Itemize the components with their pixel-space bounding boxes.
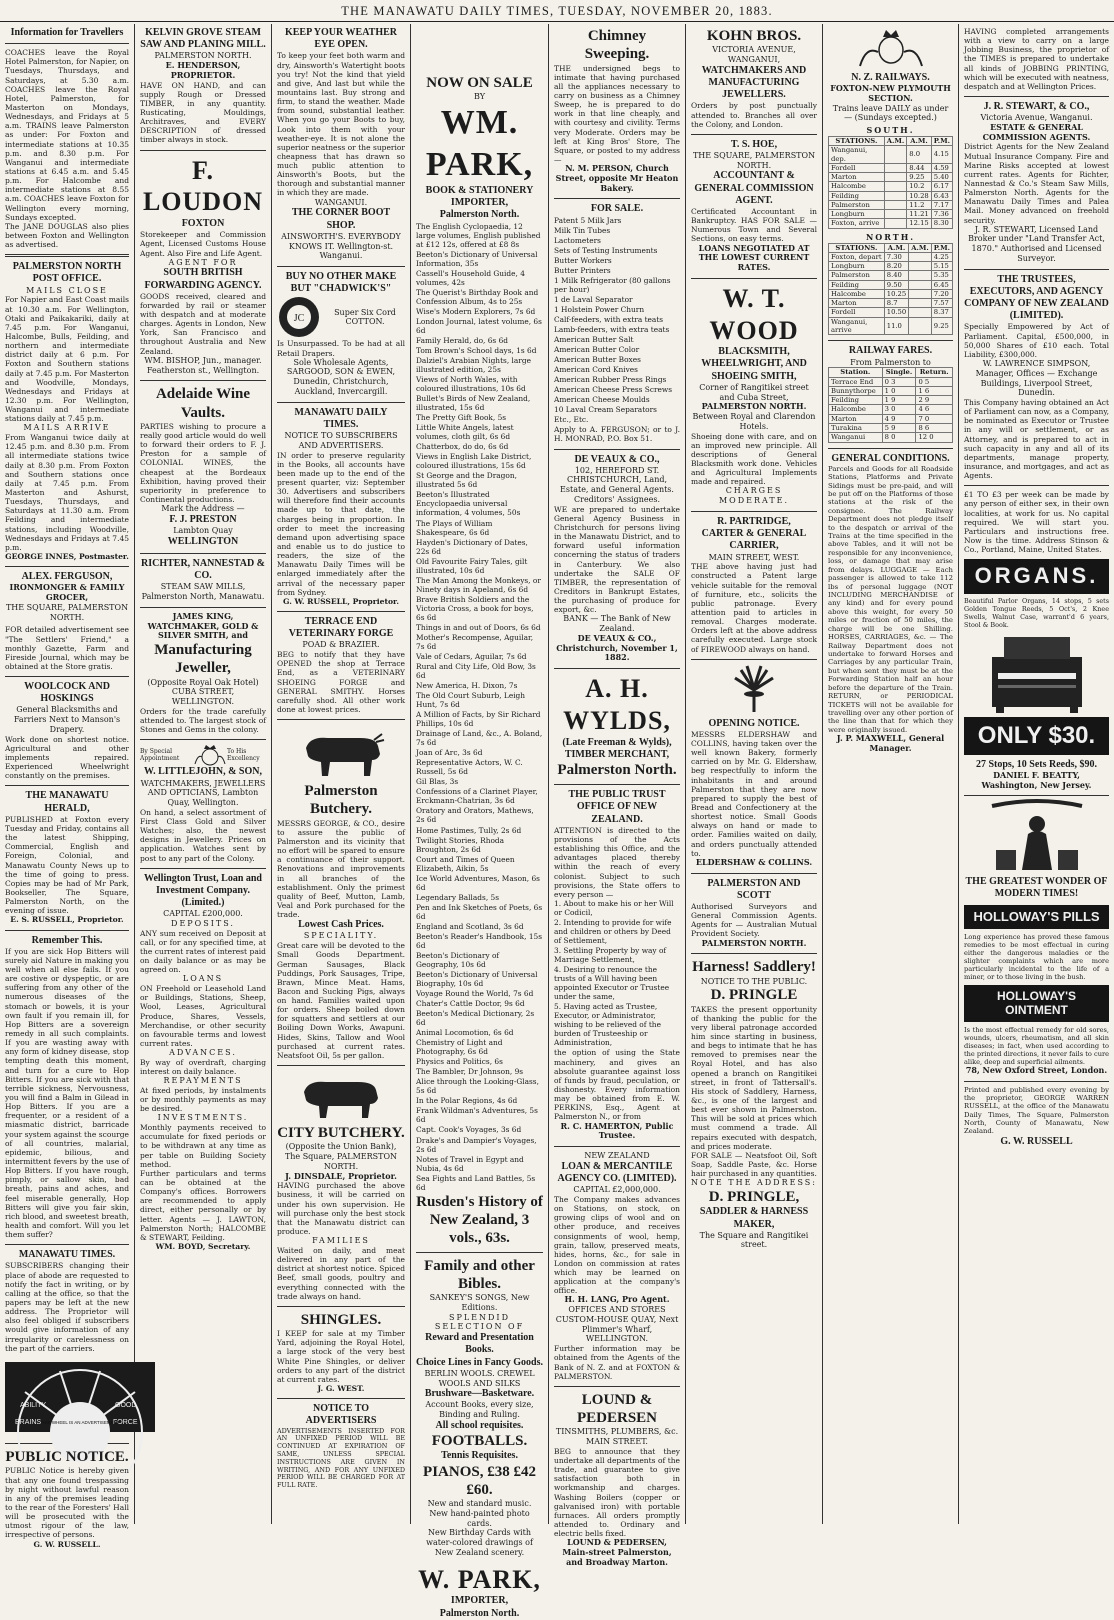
table-cell: 7.17 <box>931 200 952 209</box>
table-cell: 5.35 <box>931 271 952 280</box>
book-list-item: Tom Brown's School days, 1s 6d <box>416 345 537 355</box>
table-cell: Terrace End <box>829 377 883 386</box>
eldershaw-ad: OPENING NOTICE. MESSRS ELDERSHAW and COLLINS, having taken over the well known Bakery, formerly carried on by Mr. G. Eldershaw, beg respectfully to inform the inhabitants in and around Palmerston that they are now prepared to supply the best of Bread and Confectionery at the shortest notice. Small Goods always on hand or made to order. Families waited on daily, and orders punctually attended to. ELDERSHAW & COLLINS. <box>691 664 817 868</box>
table-cell: 6.45 <box>931 280 952 289</box>
table-cell: 1 0 <box>882 386 916 395</box>
table-cell: 4 9 <box>882 414 916 423</box>
terrace-forge-ad: TERRACE END VETERINARY FORGE POAD & BRAZIER. BEG to notify that they have OPENED the shop at Terrace End, as a VETERINARY SHOEING FORGE and GENERAL SMITHY. Horses carefully shod. All other work done at lowest prices. <box>277 616 405 714</box>
holloway-figure-icon <box>982 800 1092 872</box>
book-list-item: Old Favourite Fairy Tales, gilt illustrated, 10s 6d <box>416 556 528 575</box>
table-cell <box>909 252 932 261</box>
table-cell: 4.25 <box>931 252 952 261</box>
table-cell: 6.17 <box>931 182 952 191</box>
table-cell <box>884 210 907 219</box>
travellers-title: Information for Travellers <box>10 27 124 38</box>
adelaide-wine-ad: Adelaide Wine Vaults. PARTIES wishing to procure a really good article would do well to forward their orders to F. J. Preston for a sample of COLONIAL WINES, the cheapest at the Bordeaux Exhibition, having proved their superiority in preference to Continental productions. Mark the Address — F. J. PRESTON Lambton Quay WELLINGTON <box>140 386 266 547</box>
table-cell <box>909 317 932 335</box>
table-cell: 5.15 <box>931 262 952 271</box>
book-list-item: Joan of Arc, 3s 6d <box>416 748 483 758</box>
table-cell: 3 0 <box>882 405 916 414</box>
book-list-item: Mother's Recompense, Aguilar, 7s 6d <box>416 632 534 651</box>
book-list-item: Family Herald, do, 6s 6d <box>416 335 508 345</box>
book-list-item: Legendary Ballads, 5s <box>416 892 500 902</box>
table-cell: 7.30 <box>884 252 908 261</box>
table-cell: 1 9 <box>882 396 916 405</box>
column-2 <box>135 24 271 1524</box>
book-list-item: Physics and Politics, 6s <box>416 1057 503 1067</box>
book-list-item: Chater's Cattle Doctor, 9s 6d <box>416 999 525 1009</box>
table-cell: 6.43 <box>931 191 952 200</box>
table-cell: 10.2 <box>907 182 931 191</box>
table-cell: 7 0 <box>916 414 953 423</box>
book-list-item: Court and Times of Queen Elizabeth, Aikin, 5s <box>416 854 515 873</box>
table-cell <box>909 308 932 317</box>
table-row <box>829 405 953 414</box>
trustees-ad: THE TRUSTEES, EXECUTORS, AND AGENCY COMPANY OF NEW ZEALAND (LIMITED). Specially Empowered by Act of Parliament. Capital, £500,000, in 50,000 Shares of £10 each. Total Liability, £300,000. W. LAWRENCE SIMPSON, Manager, Offices — Exchange Buildings, Liverpool Street, Dunedin. This Company having obtained an Act of Parliament can now, as a Company, be nominated as Executor or Trustee in any will or settlement, or as Attorney, and is prepared to act in such capacity in any and all of its departments, manage property, insurance, and mortgages, and act as Agents. <box>964 273 1109 481</box>
kelvin-grove-ad: KELVIN GROVE STEAM SAW AND PLANING MILL. PALMERSTON NORTH. E. HENDERSON, PROPRIETOR. HAVE ON HAND, and can supply Rough or Dressed TIMBER, in any quantity. Rusticating, Mouldings, Architraves, and EVERY DESCRIPTION of dressed timber always in stock. <box>140 27 266 145</box>
book-list-item: The Pretty Gift Book, 5s <box>416 413 507 423</box>
book-list-item: Confessions of a Clarinet Player, Erckmann-Chatrian, 3s 6d <box>416 787 538 806</box>
book-list-item: A Million of Facts, by Sir Richard Phillips, 10s 6d <box>416 710 541 729</box>
table-cell: Feilding <box>829 280 885 289</box>
table-cell: Halcombe <box>829 405 883 414</box>
book-list-item: England and Scotland, 3s 6d <box>416 921 524 931</box>
wellington-trust-ad: Wellington Trust, Loan and Investment Company. (Limited.) CAPITAL £200,000. DEPOSITS. ANY sum received on Deposit at call, or for any specified time, at the current rates of interest paid on daily balance or as may be agreed on. LOANS ON Freehold or Leasehold Land or Buildings, Stations, Sheep, Wool, Leases, Agricultural Produce, Shares, Vessels, Merchandise, or other security on favourable terms and lowest current rates. ADVANCES. By way of overdraft, charging interest on daily balance. REPAYMENTS At fixed periods, by instalments or by monthly payments as may be desired. INVESTMENTS. Monthly payments received to accumulate for fixed periods or to be withdrawn at any time as per table on Building Society method. Further particulars and terms can be obtained at the Company's offices. Borrowers are recommended to apply direct, either personally or by letter. Agents — J. LAWTON, Palmerston North; HALCOMBE & STEWART, Feilding. WM. BOYD, Secretary. <box>140 872 266 1251</box>
table-cell: 5.40 <box>931 173 952 182</box>
littlejohn-ad: By Special Appointment To His Excellency W. LITTLEJOHN, & SON, WATCHMAKERS, JEWELLERS AND OPTICIANS, Lambton Quay, Wellington. On hand, a select assortment of First Class Gold and Silver Watches; also, the newest designs in Jewellery. Prices on application. Watches sent by post to any part of the Colony. <box>140 744 266 862</box>
book-list-item: Beeton's Medical Dictionary, 2s 6d <box>416 1009 535 1028</box>
book-list-item: Things in and out of Doors, 6s 6d <box>416 622 541 632</box>
table-cell: Wanganui <box>829 433 883 442</box>
book-list-item: Views of North Wales, with coloured illustrations, 10s 6d <box>416 375 526 394</box>
woolcock-ad: WOOLCOCK AND HOSKINGS General Blacksmiths and Farriers Next to Manson's Drapery. Work done on shortest notice. Agricultural and other implements repaired. Experienced Wheelwright constantly on the premises. <box>5 681 129 781</box>
for-sale-item: American Cheese Moulds <box>554 395 650 405</box>
for-sale-list <box>554 216 680 425</box>
book-list-item: Drainage of Land, &c., A. Boland, 7s 6d <box>416 729 543 748</box>
wylds-ad: A. H. WYLDS, (Late Freeman & Wylds), TIMBER MERCHANT, Palmerston North. <box>557 674 677 778</box>
table-row <box>829 433 953 442</box>
book-list-item: Animal Locomotion, 6s 6d <box>416 1028 514 1038</box>
chimney-ad: Chimney Sweeping. THE undersigned begs to intimate that having purchased all the appliances necessary to carry on business as a Chimney Sweep, he is prepared to do work in that line cheaply, and with courtesy and civility. Terms very Moderate. Orders may be left at King Bros' Store, The Square, or posted to my address — N. M. PERSON, Church Street, opposite Mr Heaton Bakery. <box>554 28 680 193</box>
loan-mercantile-ad: NEW ZEALAND LOAN & MERCANTILE AGENCY CO. (LIMITED). CAPITAL £2,000,000. The Company makes advances on Stations, on stock, on growing clips of wool and on other produce, and receives consignments of wool, hemp, grain, tallow, preserved meats, hides, horns, &c., for sale in London on commission at rates which may be learned on application at the company's office. H. H. LANG, Pro Agent. OFFICES AND STORES CUSTOM-HOUSE QUAY, Next Plimmer's Wharf, WELLINGTON. Further information may be obtained from the Agents of the Bank of N. Z. and at FOXTON & PALMERSTON. <box>554 1151 680 1381</box>
table-cell: 9.50 <box>884 280 908 289</box>
imprint: Printed and published every evening by the proprietor, GEORGE WARREN RUSSELL, at the office of the Manawatu Daily Times, The Square, Palmerston North, County of Manawatu, New Zealand. G. W. RUSSELL <box>964 1085 1109 1147</box>
table-row <box>829 308 953 317</box>
trust-list-item: 1. About to make his or her Will or Codicil, <box>554 898 674 917</box>
book-list-item: Dalziel's Arabian Nights, large illustrated edition, 25s <box>416 355 531 375</box>
table-row <box>829 386 953 395</box>
book-list-item: Views in English Lake District, coloured illustrations, 15s 6d <box>416 452 532 471</box>
column-7 <box>823 24 958 1524</box>
fares-table: Station. Single. Return. Terrace End 0 3 0 5 Bunnythorpe 1 0 1 6 Feilding 1 9 2 9 Halcombe 3 0 4 6 Marton 4 9 7 0 Turakina 5 9 8 6 Wanganui 8 0 12 0 <box>828 367 953 442</box>
for-sale-item: American Butter Boxes <box>554 355 641 365</box>
svg-text:JC: JC <box>293 313 305 325</box>
jobbing-ad: HAVING completed arrangements with a view to carry on a large Jobbing Business, the proprietor of the TIMES is prepared to undertake all kinds of JOBBING PRINTING, which will be executed with neatness, despatch and at Wellington Prices. <box>964 27 1109 91</box>
table-cell: Turakina <box>829 423 883 432</box>
book-list-item: Beeton's Dictionary of Universal Biography, 10s 6d <box>416 969 538 989</box>
south-timetable: STATIONS. A.M. A.M. P.M. Wanganui, dep. 8.0 4.15 Fordell 8.44 4.59 Marton 9.25 5.40 Halcombe 10.2 6.17 Feilding 10.28 6.43 Palmerston 11.2 7.17 Longburn 11.21 7.36 Foxton, arrive 12.15 8.30 <box>828 136 953 229</box>
table-cell: Bunnythorpe <box>829 386 883 395</box>
column-3 <box>272 24 410 1524</box>
table-cell: Palmerston <box>829 271 885 280</box>
trust-list-item: 4. Desiring to renounce the trusts of a Will having been appointed Executor or Trustee under the same, <box>554 965 670 1002</box>
book-list-item: Hayden's Dictionary of Dates, 22s 6d <box>416 537 528 556</box>
table-cell: 4.15 <box>931 146 952 164</box>
book-list-item: Gil Blas, 3s <box>416 777 459 787</box>
king-ad: JAMES KING, WATCHMAKER, GOLD & SILVER SMITH, and Manufacturing Jeweller, (Opposite Royal Oak Hotel) CUBA STREET, WELLINGTON. Orders for the trade carefully attended to. The largest stock of Stones and Gems in the colony. <box>140 610 266 735</box>
organ-icon <box>982 633 1092 713</box>
table-cell: 8.37 <box>931 308 952 317</box>
table-cell: Fordell <box>829 308 885 317</box>
for-sale-item: Patent 5 Milk Jars <box>554 215 622 225</box>
table-cell: Marton <box>829 173 885 182</box>
for-sale-item: Butter Printers <box>554 265 611 275</box>
book-list-item: Oratory and Orators, Mathews, 2s 6d <box>416 806 534 825</box>
for-sale-item: 1 Holstein Power Churn <box>554 304 645 314</box>
table-cell: 0 3 <box>882 377 916 386</box>
table-row <box>829 163 953 172</box>
table-row <box>829 423 953 432</box>
book-list-item: Alice through the Looking-Glass, 5s 6d <box>416 1077 539 1096</box>
trust-list-item: 5. Having acted as Trustee, Executor, or Administrator, wishing to be relieved of the burden of Trusteeship or Administration, <box>554 1002 661 1048</box>
book-list-item: Capt. Cook's Voyages, 3s 6d <box>416 1125 522 1135</box>
for-sale-item: Sets of Testing Instruments <box>554 245 658 255</box>
travellers-info: Information for Travellers COACHES leave the Royal Hotel Palmerston, for Napier, on Tuesdays, Thursdays, and Saturdays, at 5.30 a.m. COACHES leave the Royal Hotel, Palmerston, for Masterton on Mondays, Wednesdays, and Fridays at 5 a.m. TRAINS leave Palmerston as under: For Foxton and intermediate stations at 10.35 p.m. and 8.30 p.m. For Wanganui and intermediate stations at 6.45 a.m. and 5.45 p.m. For Halcombe and intermediate stations at 8.55 a.m. COACHES leave Foxton for Wellington every morning, Sundays excepted. The JANE DOUGLAS also plies between Foxton and Wellington as advertised. <box>5 27 129 250</box>
earnings-ad: £1 TO £3 per week can be made by any person of either sex, in their own localities, at work for us. No capital required. We will start you. Particulars and instructions free. Now is the time. Address Stinson & Co., Portland, Maine, United States. <box>964 490 1109 555</box>
table-cell: Halcombe <box>829 289 885 298</box>
table-row <box>829 182 953 191</box>
for-sale-item: Calf-feeders, with extra teats <box>554 314 664 324</box>
book-list-item: Beeton's Dictionary of Universal Information, 35s <box>416 249 538 268</box>
times-notice: MANAWATU TIMES. SUBSCRIBERS changing their place of abode are requested to notify the fact in writing, or by calling at the office, so that the papers may be left at the new address. The Proprietor will also feel obliged if subscribers would give information of any irregularity or carelessness on the part of the carriers. <box>5 1249 129 1353</box>
wheel-illustration <box>5 1358 138 1438</box>
table-cell <box>909 289 932 298</box>
book-list-item: St George and the Dragon, illustrated 5s 6d <box>416 471 517 490</box>
table-cell: 8 6 <box>916 423 953 432</box>
book-list-item: London Journal, latest volume, 6s 6d <box>416 316 542 335</box>
shingles-ad: SHINGLES. I KEEP for sale at my Timber Yard, adjoining the Royal Hotel, a large stock of the very best White Pine Shingles, or deliver orders to any part of the district at current rates. J. G. WEST. <box>277 1311 405 1393</box>
public-trust-ad: THE PUBLIC TRUST OFFICE OF NEW ZEALAND. ATTENTION is directed to the provisions of the Acts establishing this Office, and the advantages placed thereby within the reach of every colonist. Subject to such provisions, the State offers to every person — 1. About to make his or her Will or Codicil, 2. Intending to provide for wife and children or others by Deed of Settlement, 3. Settling Property by way of Marriage Settlement, 4. Desiring to renounce the trusts of a Will having been appointed Executor or Trustee under the same, 5. Having acted as Trustee, Executor, or Administrator, wishing to be relieved of the burden of Trusteeship or Administration, the option of using the State machinery, and gives an absolute guarantee against loss of funds by fraud, peculation, or dishonesty. Every information may be obtained from E. W. PERKINS, Esq., Agent at Palmerston N., or from R. C. HAMERTON, Public Trustee. <box>554 789 680 1141</box>
trust-list-item: 2. Intending to provide for wife and children or others by Deed of Settlement, <box>554 918 672 946</box>
table-row <box>829 210 953 219</box>
wheel-word: BRAINS <box>15 1418 42 1426</box>
wheel-word: GOOD <box>115 1401 137 1409</box>
loudon-ad: F. LOUDON FOXTON Storekeeper and Commission Agent, Licensed Customs House Agent. Also Fire and Life Agent. AGENT FOR SOUTH BRITISH FORWARDING AGENCY. GOODS received, cleared and forwarded by rail or steamer with despatch and at moderate charges. Agents in London, New York, San Francisco and throughout Australia and New Zealand. WM. BISHOP, Jun., manager. Featherston st., Wellington. <box>140 155 266 375</box>
table-cell: Wanganui, arrive <box>829 317 885 335</box>
book-list-item: New America, H. Dixon, 7s <box>416 681 518 691</box>
herald-ad: THE MANAWATU HERALD, PUBLISHED at Foxton every Tuesday and Friday, contains all the latest Shipping, Commercial, English and Foreign, Colonial, and Manawatu County News up to the time of going to press. Copies may be had of Mr Park, Bookseller, The Square, Palmerston North, on the evening of issue. E. S. RUSSELL, Proprietor. <box>5 790 129 925</box>
table-cell: 10.50 <box>884 308 908 317</box>
hoe-ad: T. S. HOE, THE SQUARE, PALMERSTON NORTH. ACCOUNTANT & GENERAL COMMISSION AGENT. Certificated Accountant in Bankruptcy. HAS FOR SALE — Numerous Town and Several Sections, on easy terms. LOANS NEGOTIATED AT THE LOWEST CURRENT RATES. <box>691 138 817 273</box>
table-cell <box>884 191 907 200</box>
book-list-item: The Old Court Suburb, Leigh Hunt, 7s 6d <box>416 691 526 710</box>
book-list-item: Vale of Cedars, Aguilar, 7s 6d <box>416 651 527 661</box>
bull-icon <box>296 724 386 778</box>
bull-icon <box>296 1070 386 1120</box>
book-list-item: Home Pastimes, Tully, 2s 6d <box>416 825 522 835</box>
table-cell: 8 0 <box>882 433 916 442</box>
table-cell <box>909 299 932 308</box>
for-sale-item: American Butter Salt <box>554 334 634 344</box>
table-row <box>829 252 953 261</box>
palmerston-scott-ad: PALMERSTON AND SCOTT Authorised Surveyors and General Commission Agents. Agents for — Australian Mutual Provident Society. PALMERSTON NORTH. <box>691 877 817 948</box>
book-list-item: Drake's and Dampier's Voyages, 2s 6d <box>416 1135 537 1154</box>
north-timetable: STATIONS. A.M. A.M. P.M. Foxton, depart 7.30 4.25 Longburn 8.20 5.15 Palmerston 8.40 5.35 Feilding 9.50 6.45 Halcombe 10.25 7.20 Marton 8.7 7.57 Fordell 10.50 8.37 Wanganui, arrive 11.0 9.25 <box>828 243 953 336</box>
table-cell <box>909 280 932 289</box>
wheel-word: ABILITY <box>20 1401 47 1409</box>
table-cell: 7.57 <box>931 299 952 308</box>
book-list-item: In the Polar Regions, 4s 6d <box>416 1096 518 1106</box>
lound-pedersen-ad: LOUND & PEDERSEN TINSMITHS, PLUMBERS, &c. MAIN STREET. BEG to announce that they undertake all departments of the trade, and guarantee to give satisfaction both in workmanship and charges. Washing Boilers (copper or galvanised iron) with portable furnaces. All orders promptly attended to. Ordinary and electric bells fixed. LOUND & PEDERSEN, Main-street Palmerston, and Broadway Marton. <box>554 1391 680 1567</box>
table-row <box>829 414 953 423</box>
book-list-item: Pen and Ink Sketches of Poets, 6s 6d <box>416 902 543 921</box>
book-list-item: Beeton's Dictionary of Geography, 10s 6d <box>416 950 500 969</box>
for-sale-item: Lamb-feeders, with extra teats <box>554 324 670 334</box>
table-cell: 8.7 <box>884 299 908 308</box>
table-row <box>829 317 953 335</box>
mdt-notice: MANAWATU DAILY TIMES. NOTICE TO SUBSCRIBERS AND ADVERTISERS. IN order to preserve regularity in the Books, all accounts have been made up to the end of the present quarter, viz: September 30. Advertisers and subscribers will therefore find their accounts made up to that date, the charges being in proportion. In order to meet the increasing demand upon advertising space and enable us to do justice to readers, the size of the Manawatu Daily Times will be enlarged immediately after the arrival of the necessary paper from Sydney. G. W. RUSSELL, Proprietor. <box>277 406 405 606</box>
for-sale-item: 1 de Laval Separator <box>554 294 633 304</box>
newspaper-page <box>0 24 1114 1619</box>
table-cell: 11.21 <box>907 210 931 219</box>
for-sale-ad: FOR SALE. Patent 5 Milk Jars Milk Tin Tubes Lactometers Sets of Testing Instruments Butter Workers Butter Printers 1 Milk Refrigerator (80 gallons per hour) 1 de Laval Separator 1 Holstein Power Churn Calf-feeders, with extra teats Lamb-feeders, with extra teats American Butter Salt American Butter Color American Butter Boxes American Cord Knives American Rubber Press Rings American Cheese Press Screws American Cheese Moulds 10 Laval Cream Separators Etc., Etc. Apply to A. FERGUSON; or to J. H. MONRAD, P.O. Box 51. <box>554 203 680 444</box>
for-sale-item: 1 Milk Refrigerator (80 gallons per hour) <box>554 275 671 294</box>
table-cell <box>884 173 907 182</box>
cotton-reel-icon <box>277 295 321 339</box>
ferguson-ad: ALEX. FERGUSON, IRONMONGER & FAMILY GROCER, THE SQUARE, PALMERSTON NORTH. FOR detailed advertisement see "The Settlers' Friend," a monthly Gazette, Farm and Fireside Journal, which may be obtained at the Store gratis. <box>5 571 129 671</box>
table-cell <box>884 219 907 228</box>
table-cell: 9.25 <box>931 317 952 335</box>
book-list-item: Notes of Travel in Egypt and Nubia, 4s 6d <box>416 1154 524 1173</box>
table-cell: 8.40 <box>884 271 908 280</box>
table-cell: 9.25 <box>907 173 931 182</box>
table-row <box>829 146 953 164</box>
table-cell: Feilding <box>829 191 885 200</box>
table-cell: Marton <box>829 414 883 423</box>
trust-list <box>554 899 680 1048</box>
table-cell: Longburn <box>829 262 885 271</box>
table-cell: Foxton, depart <box>829 252 885 261</box>
book-list-item: Chatterbox, do do, 6s 6d <box>416 442 509 452</box>
table-cell: 8.30 <box>931 219 952 228</box>
table-cell: 8.44 <box>907 163 931 172</box>
for-sale-item: American Rubber Press Rings <box>554 375 667 385</box>
table-row <box>829 262 953 271</box>
table-cell <box>884 200 907 209</box>
table-cell: 4.59 <box>931 163 952 172</box>
railway-fares: RAILWAY FARES. From Palmerston to Station. Single. Return. Terrace End 0 3 0 5 Bunnythorpe 1 0 1 6 Feilding 1 9 2 9 Halcombe 3 0 4 6 Marton 4 9 7 0 Turakina 5 9 8 6 Wanganui 8 0 12 0 <box>828 345 953 442</box>
table-row <box>829 299 953 308</box>
book-list-item: Beeton's Reader's Handbook, 15s 6d <box>416 931 543 950</box>
city-butchery-ad: CITY BUTCHERY. (Opposite the Union Bank), The Square, PALMERSTON NORTH. J. DINSDALE, Proprietor. HAVING purchased the above business, it will be carried on under his own supervision. He will purchase only the best stock that the Manawatu district can produce. FAMILIES Waited on daily, and meat delivered in any part of the district at shortest notice. Spiced Beef, small goods, poultry and everything connected with the trade always on hand. <box>277 1070 405 1301</box>
table-cell: Longburn <box>829 210 885 219</box>
masthead <box>0 0 1114 22</box>
table-row <box>829 173 953 182</box>
table-cell: Feilding <box>829 396 883 405</box>
book-list-item: Cassell's Household Guide, 4 volumes, 42s <box>416 268 525 287</box>
book-list-item: Bullet's Birds of New Zealand, illustrated, 15s 6d <box>416 394 531 413</box>
table-cell: 11.2 <box>907 200 931 209</box>
table-cell: 8.0 <box>907 146 931 164</box>
for-sale-item: Lactometers <box>554 235 601 245</box>
wood-ad: W. T. WOOD BLACKSMITH, WHEELWRIGHT, AND SHOEING SMITH, Corner of Rangitikei street and Cuba Street, PALMERSTON NORTH. Between Royal and Clarendon Hotels. Shoeing done with care, and on an improved new principle. All descriptions of General Blacksmith work done. Vehicles and Agricultural Implements made and repaired. CHARGES MODERATE. <box>691 283 817 506</box>
for-sale-item: American Cord Knives <box>554 365 638 375</box>
hop-bitters-ad: Remember This. If you are sick Hop Bitters will surely aid Nature in making you well when all else fails. If you are costive or dyspeptic, or are suffering from any other of the numerous diseases of the stomach or bowels, it is your own fault if you remain ill, for Hop Bitters are a sovereign remedy in all such complaints. If you are wasting away with any form of kidney disease, stop tempting death this moment, and turn for a cure to Hop Bitters. If you are sick with that terrible sickness, Nervousness, you will find a Balm in Gilead in Hop Bitters. If you are a frequenter, or a resident of a miasmatic district, barricade your system against the scourge of all countries, malarial, epidemic, bilious, and intermittent fevers by the use of Hop Bitters. If you have rough, pimply, or sallow skin, bad breath, pains and aches, and feel miserable generally, Hop Bitters will give you fair skin, rich blood, and sweetest breath, health and comfort. Will you let them suffer? <box>5 934 129 1240</box>
book-list-item: Ice World Adventures, Mason, 6s 6d <box>416 873 540 892</box>
table-cell: Marton <box>829 299 885 308</box>
stewart-ad: J. R. STEWART, & CO., Victoria Avenue, Wanganui. ESTATE & GENERAL COMMISSION AGENTS. District Agents for the New Zealand Mutual Insurance Company. Fire and Marine Risks accepted at lowest current rates. Agents for Richter, Nannestad & Co.'s Steam Saw Mills, Palmerston North. Agents for the Manawatu Daily Times and Palea Mail. Money advanced on freehold security. J. R. STEWART, Licensed Land Broker under "Land Transfer Act, 1870." Authorised and Licensed Surveyor. <box>964 100 1109 263</box>
table-cell: 0 5 <box>916 377 953 386</box>
book-list-item: The Bambler, Dr Johnson, 9s <box>416 1067 524 1077</box>
book-list-item: Brave British Soldiers and the Victoria Cross, a book for boys, 6s 6d <box>416 594 534 622</box>
organs-ad: ORGANS. Beautiful Parlor Organs, 14 stops, 5 sets Golden Tongue Reeds, 5 Oct's, 2 Knee Swells, Walnut Case, warrant'd 6 years, Stool & Book. ONLY $30. 27 Stops, 10 Sets Reeds, $90. DANIEL F. BEATTY, Washington, New Jersey. <box>964 559 1109 790</box>
wm-park-ad: NOW ON SALE BY WM. PARK, BOOK & STATIONERY IMPORTER, Palmerston North. The English Cyclopaedia, 12 large volumes, English published at £12 12s, offered at £8 8s Beeton's Dictionary of Universal Information, 35s Cassell's Household Guide, 4 volumes, 42s The Querist's Birthday Book and Confession Album, 4s to 25s Wise's Modern Explorers, 7s 6d London Journal, latest volume, 6s 6d Family Herald, do, 6s 6d Tom Brown's School days, 1s 6d Dalziel's Arabian Nights, large illustrated edition, 25s Views of North Wales, with coloured illustrations, 10s 6d Bullet's Birds of New Zealand, illustrated, 15s 6d The Pretty Gift Book, 5s Little White Angels, latest volumes, cloth gilt, 6s 6d Chatterbox, do do, 6s 6d Views in English Lake District, coloured illustrations, 15s 6d St George and the Dragon, illustrated 5s 6d Beeton's Illustrated Encyclopaedia universal information, 4 volumes, 50s The Plays of William Shakespeare, 6s 6d Hayden's Dictionary of Dates, 22s 6d Old Favourite Fairy Tales, gilt illustrated, 10s 6d The Man Among the Monkeys, or Ninety days in Apeland, 6s 6d Brave British Soldiers and the Victoria Cross, a book for boys, 6s 6d Things in and out of Doors, 6s 6d Mother's Recompense, Aguilar, 7s 6d Vale of Cedars, Aguilar, 7s 6d Rural and City Life, Old Bow, 3s 6d New America, H. Dixon, 7s The Old Court Suburb, Leigh Hunt, 7s 6d A Million of Facts, by Sir Richard Phillips, 10s 6d Drainage of Land, &c., A. Boland, 7s 6d Joan of Arc, 3s 6d Representative Actors, W. C. Russell, 5s 6d Gil Blas, 3s Confessions of a Clarinet Player, Erckmann-Chatrian, 3s 6d Oratory and Orators, Mathews, 2s 6d Home Pastimes, Tully, 2s 6d Twilight Stories, Rhoda Broughton, 2s 6d Court and Times of Queen Elizabeth, Aikin, 5s Ice World Adventures, Mason, 6s 6d Legendary Ballads, 5s Pen and Ink Sketches of Poets, 6s 6d England and Scotland, 3s 6d Beeton's Reader's Handbook, 15s 6d Beeton's Dictionary of Geography, 10s 6d Beeton's Dictionary of Universal Biography, 10s 6d Voyage Round the World, 7s 6d Chater's Cattle Doctor, 9s 6d Beeton's Medical Dictionary, 2s 6d Animal Locomotion, 6s 6d Chemistry of Light and Photography, 6s 6d Physics and Politics, 6s The Bambler, Dr Johnson, 9s Alice through the Looking-Glass, 5s 6d In the Polar Regions, 4s 6d Frank Wildman's Adventures, 5s 6d Capt. Cook's Voyages, 3s 6d Drake's and Dampier's Voyages, 2s 6d Notes of Travel in Egypt and Nubia, 4s 6d Sea Fights and Land Battles, 5s 6d Rusden's History of New Zealand, 3 vols., 63s. Family and other Bibles. SANKEY'S SONGS, New Editions. SPLENDID SELECTION OF Reward and Presentation Books. Choice Lines in Fancy Goods. BERLIN WOOLS. CREWEL WOOLS AND SILKS Brushware—Basketware. Account Books, every size, Binding and Ruling. All school requisites. FOOTBALLS. Tennis Requisites. PIANOS, £38 £42 £60. New and standard music. New hand-painted photo cards. New Birthday Cards with water-colored drawings of New Zealand scenery. W. PARK, IMPORTER, Palmerston North. <box>416 75 543 1619</box>
table-cell: 12.15 <box>907 219 931 228</box>
table-cell: Palmerston <box>829 200 885 209</box>
de-veaux-ad: DE VEAUX & CO., 102, HEREFORD ST. CHRISTCHURCH, Land, Estate, and General Agents. Creditors' Assignees. WE are prepared to undertake General Agency Business in Christchurch for persons living in the Manawatu District, and to forward useful information concerning the status of traders in Canterbury. We also undertake the SALE OF TIMBER, the representation of Creditors in Bankrupt Estates, the purchasing of produce for export, &c. BANK — The Bank of New Zealand. DE VEAUX & CO., Christchurch, November 1, 1882. <box>554 453 680 663</box>
book-list-item: Wise's Modern Explorers, 7s 6d <box>416 306 536 316</box>
table-cell: 10.25 <box>884 289 908 298</box>
table-row <box>829 219 953 228</box>
table-cell: 5 9 <box>882 423 916 432</box>
table-row <box>829 191 953 200</box>
table-row <box>829 377 953 386</box>
table-cell: 7.20 <box>931 289 952 298</box>
table-cell: Fordell <box>829 163 885 172</box>
table-cell: 2 9 <box>916 396 953 405</box>
table-cell: 12 0 <box>916 433 953 442</box>
kohn-ad: KOHN BROS. VICTORIA AVENUE, WANGANUI, WATCHMAKERS AND MANUFACTURING JEWELLERS. Orders by post punctually attended to. Branches all over the Colony, and London. <box>691 28 817 129</box>
table-row <box>829 271 953 280</box>
table-cell <box>884 146 907 164</box>
book-list-item: Little White Angels, latest volumes, cloth gilt, 6s 6d <box>416 423 514 442</box>
richter-ad: RICHTER, NANNESTAD & CO. STEAM SAW MILLS, Palmerston North, Manawatu. <box>141 558 265 602</box>
book-list-item: Representative Actors, W. C. Russell, 5s 6d <box>416 758 523 777</box>
table-cell: 7.36 <box>931 210 952 219</box>
public-notice: PUBLIC NOTICE. PUBLIC Notice is hereby given that any one found trespassing by night without lawful reason in any of the premises leading to the rear of the Foresters' Hall will be prosecuted with the utmost rigour of the law, irrespective of persons. G. W. RUSSELL. <box>5 1449 129 1549</box>
wheatsheaf-icon <box>719 664 789 714</box>
book-list-item: Beeton's Illustrated Encyclopaedia universal information, 4 volumes, 50s <box>416 490 521 518</box>
for-sale-item: Milk Tin Tubes <box>554 225 611 235</box>
masthead-title: THE MANAWATU DAILY TIMES, TUESDAY, NOVEMBER 20, 1883. <box>341 4 773 18</box>
for-sale-item: Etc., Etc. <box>554 415 589 425</box>
trust-list-item: 3. Settling Property by way of Marriage Settlement, <box>554 946 667 965</box>
book-list-item: Rural and City Life, Old Bow, 3s 6d <box>416 661 536 681</box>
table-cell: 10.28 <box>907 191 931 200</box>
book-list-item: The English Cyclopaedia, 12 large volumes, English published at £12 12s, offered at £8 8s <box>416 221 541 249</box>
table-cell: 11.0 <box>884 317 908 335</box>
holloway-ad: THE GREATEST WONDER OF MODERN TIMES! HOLLOWAY'S PILLS Long experience has proved these famous remedies to be most effectual in curing either the dangerous maladies or the slighter complaints which are more particularly incidental to the life of a miner, or to those living in the bush. HOLLOWAY'S OINTMENT Is the most effectual remedy for old sores, wounds, ulcers, rheumatism, and all skin diseases; in fact, when used according to the printed directions, it never fails to cure alike, deep and superficial ailments. 78, New Oxford Street, London. <box>964 800 1109 1076</box>
palmerston-butchery-ad: Palmerston Butchery. MESSRS GEORGE, & CO., desire to assure the public of Palmerston and its vicinity that no effort will be spared to ensure a continuance of their support. Renovations and improvements in all branches of the establishment. Only the primest quality of Beef, Mutton, Lamb, Veal and Pork purchased for the trade. Lowest Cash Prices. SPECIALITY. Great care will be devoted to the Small Goods Department. German Sausages, Black Puddings, Pork Sausages, Tripe, Brawn, Mince Meat. Hams, Bacon and Sucking Pigs, always on hand. Families waited upon for orders. Sheep boiled down for squatters and settlers at our Boiling Down Works, Awapuni. Hides, Skins, Tallow and Wool purchased at current rates. Neatsfoot Oil, 5s per gallon. <box>277 724 405 1060</box>
wheel-word: FORCE <box>113 1418 138 1426</box>
book-list <box>416 222 543 1192</box>
table-cell: 1 6 <box>916 386 953 395</box>
for-sale-item: American Cheese Press Screws <box>554 385 672 395</box>
book-list-item: Voyage Round the World, 7s 6d <box>416 989 534 999</box>
book-list-item: Twilight Stories, Rhoda Broughton, 2s 6d <box>416 835 505 854</box>
column-4 <box>411 24 548 1619</box>
post-office: PALMERSTON NORTH POST OFFICE. MAILS CLOSE For Napier and East Coast mails at 10.30 a.m. For Wellington, Otaki and Paikakariki, daily at 7.45 p.m. For Wanganui, Halcombe, Bulls, Feilding, and northern and intermediate district daily at 6 p.m. For Foxton and Southern stations daily at 7.45 p.m. For Masterton and Woodville, Mondays, Wednesdays and Fridays at 12.30 p.m. For Wellington, Wanganui and intermediate stations daily at 7.45 p.m. MAILS ARRIVE From Wanganui twice daily at 12.45 p.m. and 8.30 p.m. From all intermediate stations twice daily at 8.30 p.m. From Foxton and Southern stations once daily at 7.45 p.m. From Masterton and Ashurst, Tuesdays, Thursdays, and Saturdays at 11.30 a.m. From Feilding and intermediate stations, including Woodville, Wednesdays and Fridays at 7.45 p.m. GEORGE INNES, Postmaster. <box>5 261 129 561</box>
table-cell <box>884 182 907 191</box>
table-cell: Wanganui, dep. <box>829 146 885 164</box>
table-row <box>829 396 953 405</box>
partridge-ad: R. PARTRIDGE, CARTER & GENERAL CARRIER, MAIN STREET, WEST. THE above having just had constructed a Patent large vehicle suitable for the removal of furniture, etc., solicits the public patronage. Every attention paid to articles in removal. Charges moderate. Orders left at the above address carefully executed. Large stock of FIREWOOD always on hand. <box>691 515 817 654</box>
column-8 <box>959 24 1114 1524</box>
column-5 <box>549 24 685 1567</box>
for-sale-item: American Butter Color <box>554 344 640 354</box>
table-cell <box>884 163 907 172</box>
ainsworth-boots-ad: KEEP YOUR WEATHER EYE OPEN. To keep your feet both warm and dry, Ainsworth's Watertight boots you try! Not the kind that yield and give, And last but while the mountains last. Buy strong and firm, to stand the weather. Made from sound, substantial leather. When you go your Boots to buy, Look into them with your weather-eye. It is not alone the superior neatness or the superior cheapness that has drawn so much public attention to Ainsworth's Boots, but the thorough and substantial manner in which they are made. WANGANUI. THE CORNER BOOT SHOP. AINSWORTH'S. EVERYBODY KNOWS IT. Wellington-st. Wanganui. <box>277 27 405 261</box>
for-sale-item: 10 Laval Cream Separators <box>554 405 657 415</box>
book-list-item: The Man Among the Monkeys, or Ninety days in Apeland, 6s 6d <box>416 575 541 594</box>
general-conditions: GENERAL CONDITIONS. Parcels and Goods for all Roadside Stations, Platforms and Private Sidings must be pre-paid, and will be put off on the Platforms of those stations at the risk of the consignee. The Railway Department does not pledge itself to the despatch or arrival of the Trains at the time specified in the above Tables, and it will not be responsible for any inconvenience, loss, or damage that may arise from delays. LUGGAGE — Each passenger is allowed to take 112 lbs of personal luggage (NOT INCLUDING MERCHANDISE of any kind) and for every pound above this weight, for every 50 miles or fraction of 50 miles, the charge will be one Shilling. HORSES, CARRIAGES, &c. — The Railway Department does not undertake to forward Horses and Carriages by any particular Train, but when sent they must be at the Forwarding Station half an hour before the departure of the Train. RETURN, or PERIODICAL TICKETS will not be available for travelling over any other portion of the line than that for which they were originally issued. J. P. MAXWELL, General Manager. <box>828 452 953 753</box>
wheel-icon <box>5 1362 155 1432</box>
book-list-item: Chemistry of Light and Photography, 6s 6d <box>416 1038 503 1057</box>
book-list-item: Sea Fights and Land Battles, 5s 6d <box>416 1173 536 1192</box>
table-cell <box>909 262 932 271</box>
table-row <box>829 289 953 298</box>
royal-crest-icon <box>193 744 227 766</box>
royal-crest-icon <box>856 28 926 68</box>
table-cell: 4 6 <box>916 405 953 414</box>
railways-ad: N. Z. RAILWAYS. FOXTON-NEW PLYMOUTH SECTION. Trains leave DAILY as under — (Sundays excepted.) SOUTH. STATIONS. A.M. A.M. P.M. Wanganui, dep. 8.0 4.15 Fordell 8.44 4.59 Marton 9.25 5.40 Halcombe 10.2 6.17 Feilding 10.28 6.43 Palmerston 11.2 7.17 Longburn 11.21 7.36 Foxton, arrive 12.15 8.30 NORTH. STATIONS. A.M. A.M. P.M. Foxton, depart 7.30 4.25 Longburn 8.20 5.15 Palmerston 8.40 5.35 Feilding 9.50 6.45 Halcombe 10.25 7.20 Marton 8.7 7.57 Fordell 10.50 8.37 Wanganui, arrive 11.0 9.25 <box>828 28 953 335</box>
book-list-item: The Querist's Birthday Book and Confession Album, 4s to 25s <box>416 287 539 306</box>
book-list-item: Frank Wildman's Adventures, 5s 6d <box>416 1106 538 1125</box>
table-row <box>829 200 953 209</box>
table-cell <box>909 271 932 280</box>
advertisers-notice: NOTICE TO ADVERTISERS ADVERTISEMENTS INSERTED FOR AN UNFIXED PERIOD WILL BE CONTINUED AT EXPIRATION OF SAME, UNLESS SPECIAL INSTRUCTIONS ARE GIVEN IN WRITING, AND FOR ANY UNFIXED PERIOD WILL BE CHARGED FOR AT FULL RATE. <box>277 1403 405 1490</box>
pringle-ad: Harness! Saddlery! NOTICE TO THE PUBLIC. D. PRINGLE TAKES the present opportunity of thanking the public for the very liberal patronage accorded him since starting in business, and begs to intimate that he has removed to premises near the Royal Hotel, and has also opened a branch on Rangitikei street, in front of Tattersall's. His stock of Saddlery, Harness, &c., is one of the largest and best ever shown in Palmerston. This will be sold at prices which must commend a trade. All repairs executed with despatch, and prices moderate. FOR SALE — Neatsfoot Oil, Soft Soap, Saddle Paste, &c. Horse hair purchased in any quantities. NOTE THE ADDRESS: D. PRINGLE, SADDLER & HARNESS MAKER, The Square and Rangitikei street. <box>691 959 817 1250</box>
table-cell: Halcombe <box>829 182 885 191</box>
table-cell: Foxton, arrive <box>829 219 885 228</box>
chadwick-cotton-ad: BUY NO OTHER MAKE BUT "CHADWICK'S" JC Super Six Cord COTTON. Is Unsurpassed. To be had at all Retail Drapers. Sole Wholesale Agents, SARGOOD, SON & EWEN, Dunedin, Christchurch, Auckland, Invercargill. <box>277 271 405 396</box>
table-row <box>829 280 953 289</box>
column-6 <box>686 24 822 1524</box>
for-sale-item: Butter Workers <box>554 255 612 265</box>
column-1 <box>0 24 138 1549</box>
table-cell: 8.20 <box>884 262 908 271</box>
book-list-item: The Plays of William Shakespeare, 6s 6d <box>416 518 493 537</box>
wheel-label: THIS WHEEL IS AN ADVERTISEMENT <box>40 1419 120 1425</box>
